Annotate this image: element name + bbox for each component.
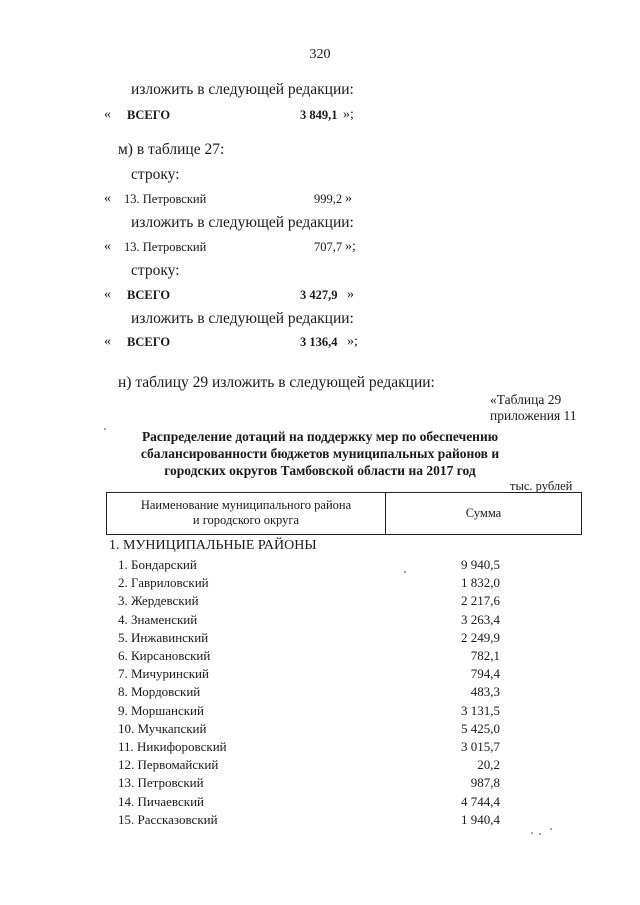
district-sum: 5 425,0 bbox=[461, 720, 500, 736]
quote-close: » bbox=[347, 287, 354, 302]
row-word: строку: bbox=[131, 166, 180, 183]
district-value: 999,2 bbox=[314, 192, 343, 206]
column-header-name-line: и городского округа bbox=[192, 513, 300, 527]
district-sum: 2 217,6 bbox=[461, 593, 500, 609]
district-sum: 1 940,4 bbox=[461, 811, 500, 827]
table-row bbox=[0, 775, 640, 793]
quote-close: » bbox=[345, 191, 352, 206]
district-label: 13. Петровский bbox=[124, 192, 207, 206]
table-row bbox=[0, 721, 640, 739]
district-name: 5. Инжавинский bbox=[118, 629, 209, 645]
district-name: 1. Бондарский bbox=[118, 557, 197, 572]
quote-open: « bbox=[104, 334, 111, 349]
table-row bbox=[0, 648, 640, 666]
district-name: 6. Кирсановский bbox=[118, 648, 211, 663]
subsection-n-heading: н) таблицу 29 изложить в следующей редакции: bbox=[118, 374, 435, 391]
table-row bbox=[0, 812, 640, 830]
district-name: 8. Мордовский bbox=[118, 684, 201, 700]
district-value: 707,7 bbox=[314, 240, 343, 254]
table-row bbox=[0, 612, 640, 630]
district-name: 13. Петровский bbox=[118, 775, 204, 791]
quote-close: »; bbox=[343, 107, 354, 122]
page-number: 320 bbox=[309, 47, 331, 62]
total-value: 3 849,1 bbox=[300, 108, 338, 122]
table-ref-line: приложения 11 bbox=[490, 408, 577, 423]
scan-speck bbox=[104, 428, 106, 430]
column-header-sum: Сумма bbox=[465, 506, 502, 520]
district-name: 15. Рассказовский bbox=[118, 811, 218, 827]
district-sum: 483,3 bbox=[470, 684, 500, 700]
total-label: ВСЕГО bbox=[127, 108, 171, 122]
quote-open: « bbox=[104, 107, 111, 122]
district-sum: 794,4 bbox=[470, 666, 500, 682]
district-sum: 2 249,9 bbox=[461, 629, 500, 645]
district-sum: 987,8 bbox=[470, 775, 500, 791]
district-sum: 3 015,7 bbox=[461, 739, 500, 754]
table-row bbox=[0, 703, 640, 721]
total-label: ВСЕГО bbox=[127, 335, 171, 349]
district-name: 3. Жердевский bbox=[118, 593, 199, 609]
instruction-line: изложить в следующей редакции: bbox=[131, 214, 354, 231]
row-word: строку: bbox=[131, 262, 180, 279]
district-sum: 1 832,0 bbox=[461, 575, 500, 591]
table-row bbox=[0, 794, 640, 812]
total-value: 3 136,4 bbox=[300, 335, 338, 349]
table-row bbox=[0, 557, 640, 575]
district-label: 13. Петровский bbox=[124, 240, 207, 254]
district-sum: 3 131,5 bbox=[461, 702, 500, 718]
total-value: 3 427,9 bbox=[300, 288, 338, 302]
scan-speck bbox=[531, 832, 533, 834]
scan-speck bbox=[539, 833, 541, 835]
district-name: 2. Гавриловский bbox=[118, 575, 209, 591]
total-label: ВСЕГО bbox=[127, 288, 171, 302]
quote-open: « bbox=[104, 287, 111, 302]
units-label: тыс. рублей bbox=[510, 479, 573, 493]
section-heading: 1. МУНИЦИПАЛЬНЫЕ РАЙОНЫ bbox=[109, 538, 317, 553]
district-name: 10. Мучкапский bbox=[118, 720, 207, 736]
district-sum: 20,2 bbox=[477, 757, 500, 773]
district-name: 14. Пичаевский bbox=[118, 793, 204, 809]
table-title: Распределение дотаций на поддержку мер по обеспечению сбалансированности бюджетов муниципальных районов и городских округов Тамбовской области на 2017 год bbox=[140, 429, 500, 478]
district-name: 7. Мичуринский bbox=[118, 666, 209, 682]
quote-close: »; bbox=[347, 334, 358, 349]
scan-speck bbox=[404, 571, 406, 573]
quote-open: « bbox=[104, 191, 111, 206]
district-name: 11. Никифоровский bbox=[118, 739, 227, 754]
table-row bbox=[0, 739, 640, 757]
district-name: 12. Первомайский bbox=[118, 757, 219, 773]
district-sum: 9 940,5 bbox=[461, 557, 500, 572]
column-header-name-line: Наименование муниципального района bbox=[140, 498, 352, 512]
district-name: 9. Моршанский bbox=[118, 702, 204, 718]
district-sum: 782,1 bbox=[470, 648, 500, 663]
table-ref-line: «Таблица 29 bbox=[490, 392, 562, 407]
scan-speck bbox=[550, 828, 552, 830]
table-header bbox=[106, 492, 582, 535]
district-sum: 3 263,4 bbox=[461, 611, 500, 627]
district-sum: 4 744,4 bbox=[461, 793, 500, 809]
instruction-line: изложить в следующей редакции: bbox=[131, 310, 354, 327]
instruction-line: изложить в следующей редакции: bbox=[131, 81, 354, 98]
quote-close: »; bbox=[345, 239, 356, 254]
district-name: 4. Знаменский bbox=[118, 611, 198, 627]
table-row bbox=[0, 684, 640, 702]
quote-open: « bbox=[104, 239, 111, 254]
subsection-m-heading: м) в таблице 27: bbox=[118, 141, 225, 158]
table-row bbox=[0, 593, 640, 611]
table-row bbox=[0, 575, 640, 593]
table-row bbox=[0, 666, 640, 684]
table-row bbox=[0, 757, 640, 775]
table-row bbox=[0, 630, 640, 648]
column-header-name bbox=[107, 498, 385, 528]
